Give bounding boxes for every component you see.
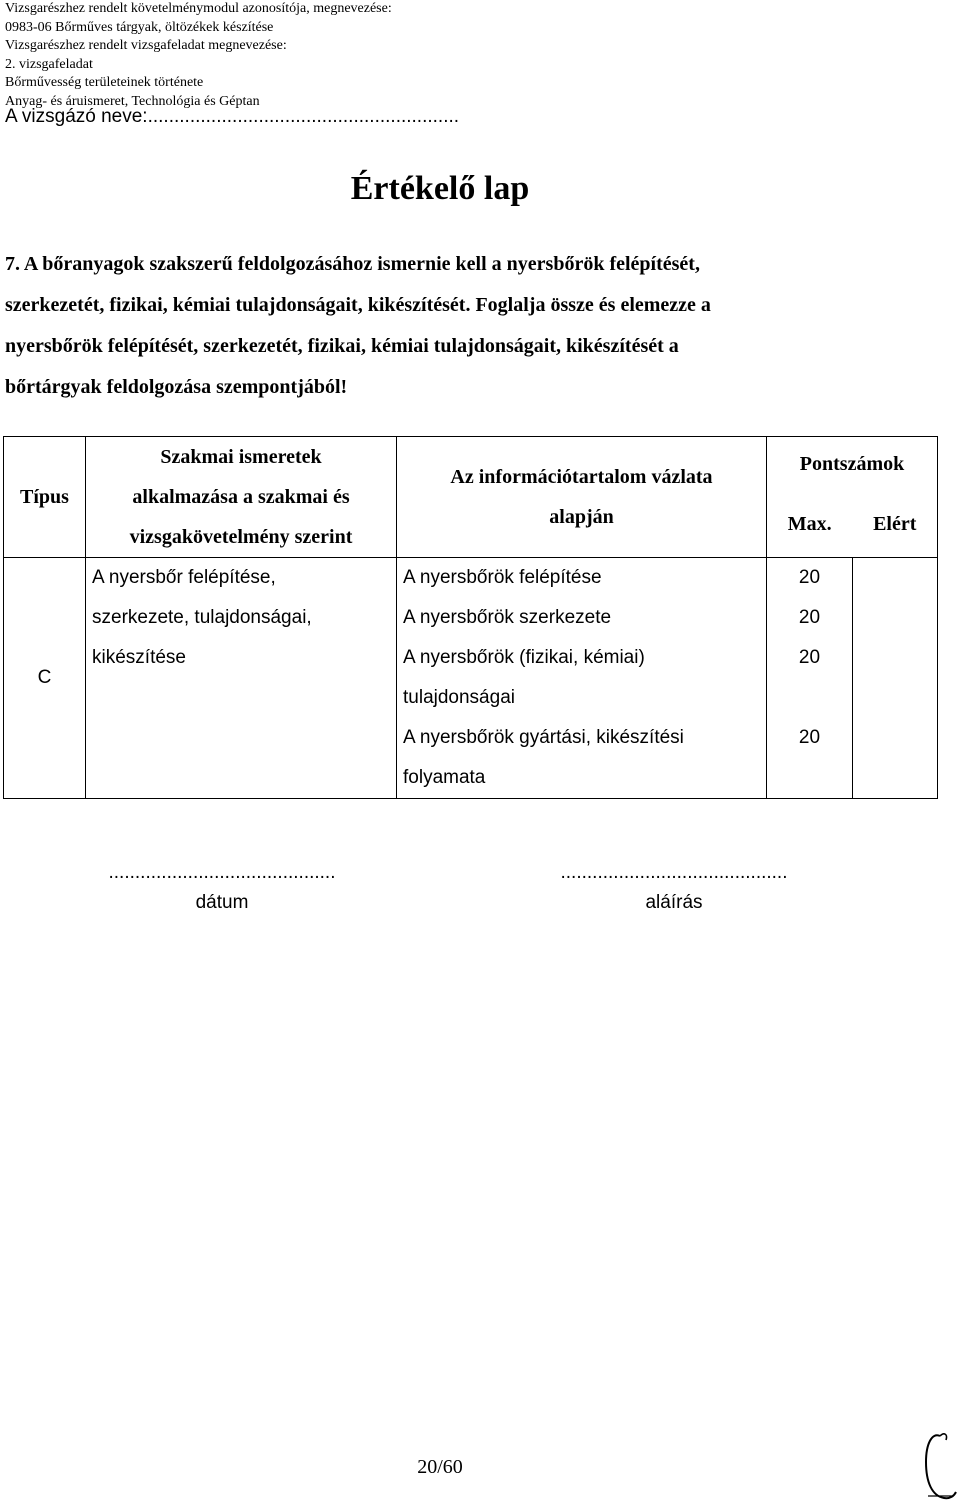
candidate-name-line: A vizsgázó neve:........................................................... <box>5 106 460 127</box>
task-line: szerkezetét, fizikai, kémiai tulajdonságait, kikészítését. Foglalja össze és elemezze a <box>5 294 711 316</box>
max-points-value: 20 <box>798 647 821 668</box>
signature-label: aláírás <box>645 892 703 913</box>
evaluation-table <box>3 436 938 799</box>
outline-line: A nyersbőrök szerkezete <box>403 607 612 628</box>
task-number: 2. vizsgafeladat <box>5 56 93 72</box>
outline-cell <box>397 558 767 799</box>
header-knowledge-line: Szakmai ismeretek <box>160 446 322 468</box>
outline-line: folyamata <box>403 767 486 788</box>
task-label: Vizsgarészhez rendelt vizsgafeladat megnevezése: <box>5 38 287 53</box>
page-number: 20/60 <box>417 1456 463 1478</box>
header-knowledge-line: alkalmazása a szakmai és <box>132 486 350 508</box>
header-max: Max. <box>767 491 853 558</box>
max-points-value: 20 <box>798 567 821 588</box>
header-knowledge-line: vizsgakövetelmény szerint <box>129 526 353 548</box>
header-achieved: Elért <box>853 491 938 558</box>
outline-line: A nyersbőrök gyártási, kikészítési <box>403 727 684 748</box>
task-description <box>5 244 875 408</box>
handwritten-mark-icon <box>918 1422 958 1502</box>
page-title: Értékelő lap <box>350 170 530 207</box>
max-points-value: 20 <box>798 727 821 748</box>
task-line: nyersbőrök felépítését, szerkezetét, fizikai, kémiai tulajdonságait, kikészítését a <box>5 335 679 357</box>
date-label: dátum <box>195 892 249 913</box>
knowledge-line: kikészítése <box>92 647 186 668</box>
module-name: 0983-06 Bőrműves tárgyak, öltözékek készítése <box>5 19 274 35</box>
header-type: Típus <box>4 437 86 558</box>
task-line: 7. A bőranyagok szakszerű feldolgozásához ismernie kell a nyersbőrök felépítését, <box>5 253 700 275</box>
knowledge-line: szerkezete, tulajdonságai, <box>92 607 312 628</box>
header-points: Pontszámok <box>767 437 938 491</box>
outline-line: A nyersbőrök (fizikai, kémiai) <box>403 647 645 668</box>
header-outline-line: alapján <box>549 506 614 528</box>
module-label: Vizsgarészhez rendelt követelménymodul azonosítója, megnevezése: <box>5 1 392 16</box>
task-subjects: Anyag- és áruismeret, Technológia és Géptan <box>5 93 260 109</box>
signature-dotted-line: ........................................... <box>560 862 788 883</box>
knowledge-cell <box>86 558 397 799</box>
outline-line: A nyersbőrök felépítése <box>403 567 602 588</box>
header-outline <box>397 437 767 558</box>
max-points-cell <box>767 558 853 799</box>
achieved-points-cell[interactable] <box>853 558 938 799</box>
type-cell: C <box>4 558 86 799</box>
knowledge-line: A nyersbőr felépítése, <box>92 567 276 588</box>
document-header <box>5 0 392 111</box>
date-signature-block <box>72 858 372 918</box>
task-line: bőrtárgyak feldolgozása szempontjából! <box>5 376 348 398</box>
max-points-value <box>767 678 852 718</box>
max-points-value: 20 <box>798 607 821 628</box>
header-knowledge <box>86 437 397 558</box>
signature-block <box>524 858 824 918</box>
task-topic: Bőrművesség területeinek története <box>5 75 204 90</box>
header-outline-line: Az információtartalom vázlata <box>450 466 713 488</box>
date-dotted-line: ........................................... <box>108 862 336 883</box>
outline-line: tulajdonságai <box>403 687 515 708</box>
